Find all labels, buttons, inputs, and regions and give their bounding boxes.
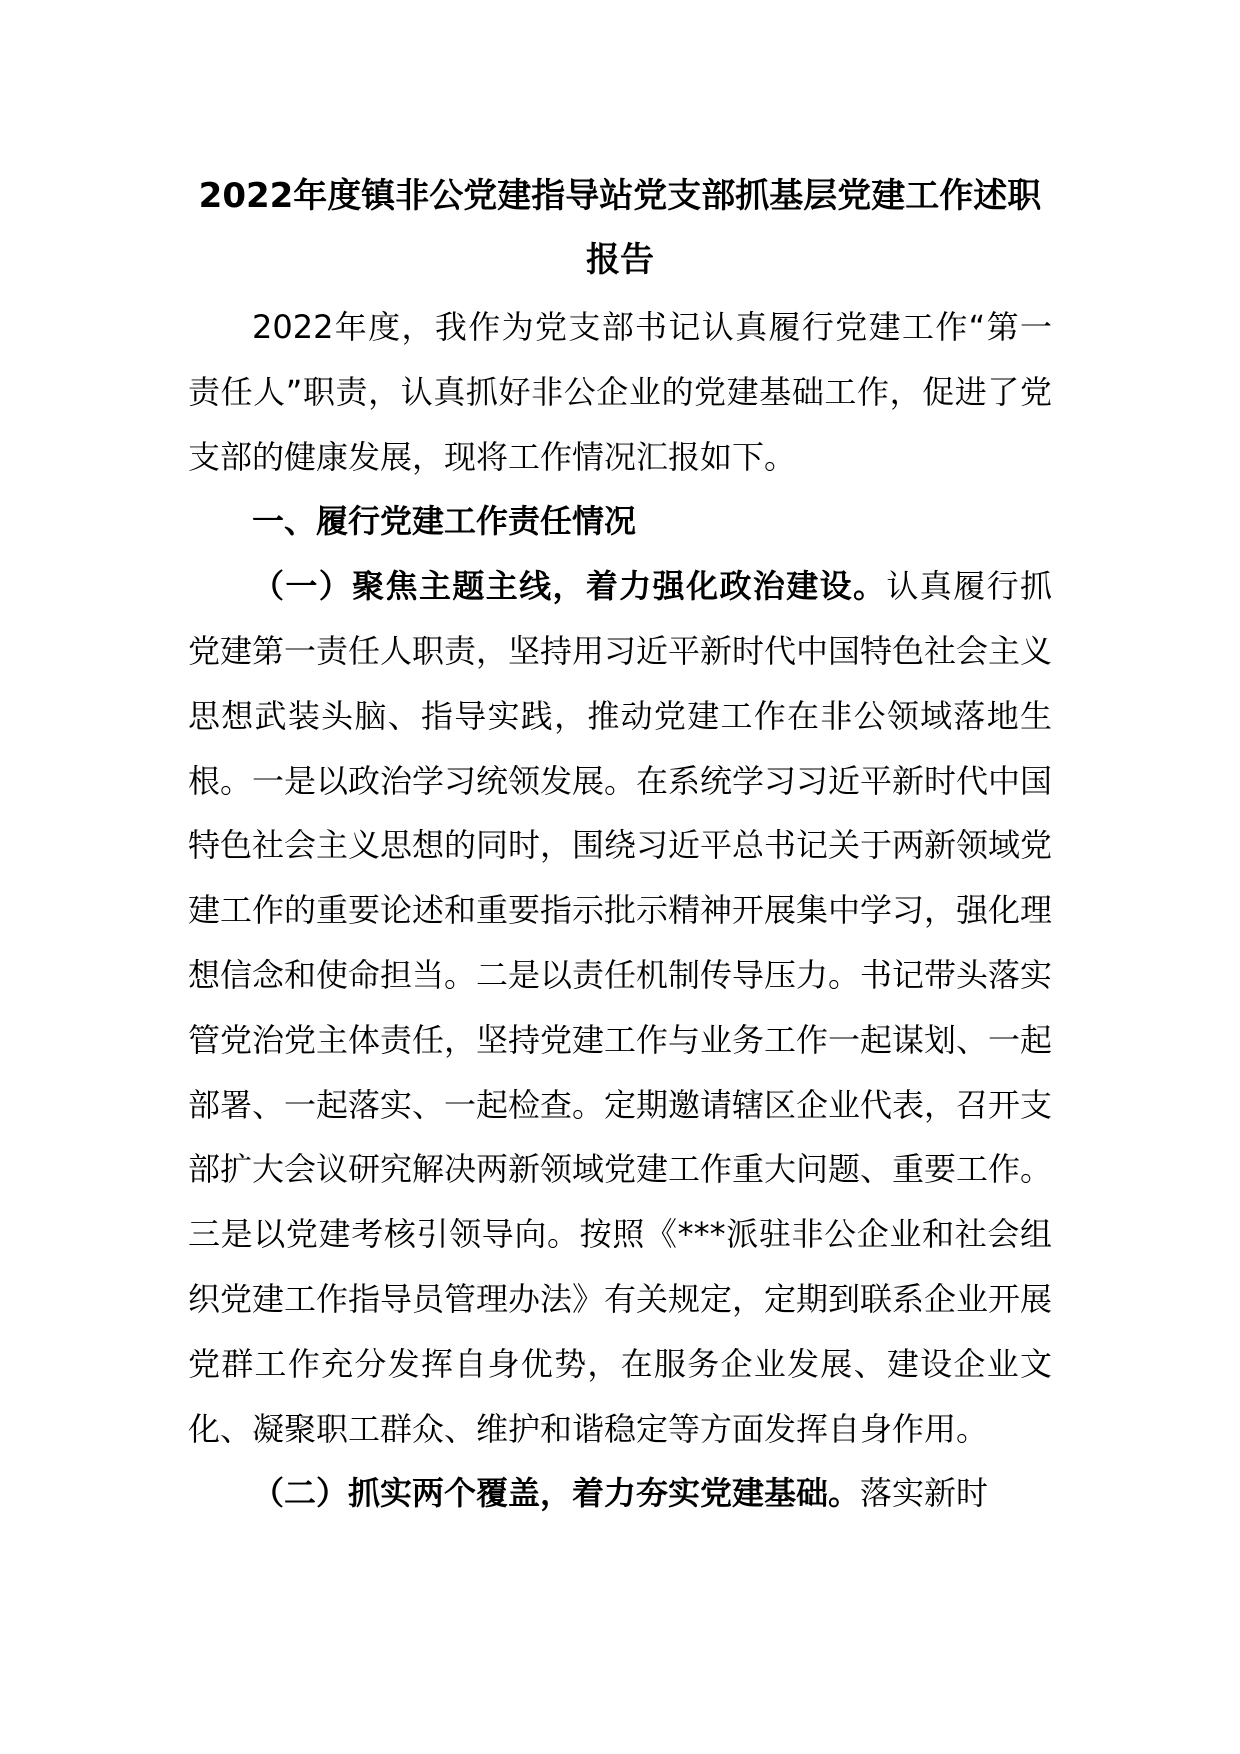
intro-paragraph: 2022年度，我作为党支部书记认真履行党建工作“第一责任人”职责，认真抓好非公企业的党建基础工作，促进了党支部的健康发展，现将工作情况汇报如下。 (188, 308, 1052, 476)
subsection-heading-2: （二）抓实两个覆盖，着力夯实党建基础。 (252, 1474, 861, 1513)
document-title-line-2: 报告 (586, 240, 654, 280)
subsection-paragraph-2 (188, 1461, 1052, 1526)
subsection-paragraph-1 (188, 554, 1052, 1461)
subsection-body-1: 认真履行抓党建第一责任人职责，坚持用习近平新时代中国特色社会主义思想武装头脑、指导实践，推动党建工作在非公领域落地生根。一是以政治学习统领发展。在系统学习习近平新时代中国特色社会主义思想的同时，围绕习近平总书记关于两新领域党建工作的重要论述和重要指示批示精神开展集中学习，强化理想信念和使命担当。二是以责任机制传导压力。书记带头落实管党治党主体责任，坚持党建工作与业务工作一起谋划、一起部署、一起落实、一起检查。定期邀请辖区企业代表，召开支部扩大会议研究解决两新领域党建工作重大问题、重要工作。三是以党建考核引领导向。按照《***派驻非公企业和社会组织党建工作指导员管理办法》有关规定，定期到联系企业开展党群工作充分发挥自身优势，在服务企业发展、建设企业文化、凝聚职工群众、维护和谐稳定等方面发挥自身作用。 (188, 567, 1053, 1448)
subsection-body-2: 落实新时 (860, 1474, 989, 1513)
document-page (188, 0, 1052, 1754)
subsection-heading-1: （一）聚焦主题主线，着力强化政治建设。 (252, 567, 887, 606)
document-title-line-1: 2022年度镇非公党建指导站党支部抓基层党建工作述职 (198, 176, 1042, 216)
section-heading-1: 一、履行党建工作责任情况 (252, 502, 637, 541)
document-body (188, 295, 1052, 1526)
